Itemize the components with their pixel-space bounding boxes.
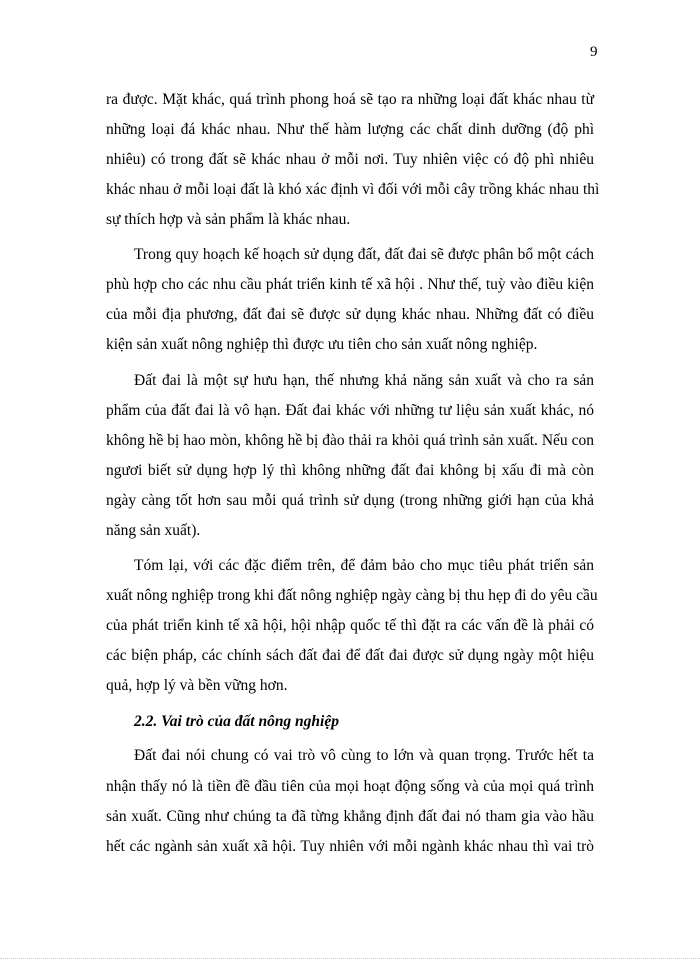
text-line: kiện sản xuất nông nghiệp thì được ưu tiên cho sản xuất nông nghiệp. xyxy=(106,336,538,353)
page-bottom-divider xyxy=(0,958,700,959)
text-line: ngày càng tốt hơn sau mỗi quá trình sử dụng (trong những giới hạn của khả xyxy=(106,492,594,509)
text-line: của mỗi địa phương, đất đai sẽ được sử dụng khác nhau. Những đất có điều xyxy=(106,306,594,323)
text-line: Đất đai nói chung có vai trò vô cùng to lớn và quan trọng. Trước hết ta xyxy=(134,747,594,764)
text-line: năng sản xuất). xyxy=(106,522,201,539)
text-line: Tóm lại, với các đặc điểm trên, để đảm bảo cho mục tiêu phát triển sản xyxy=(134,557,594,574)
text-line: các biện pháp, các chính sách đất đai để đất đai được sử dụng ngày một hiệu xyxy=(106,647,594,664)
text-line: Đất đai là một sự hưu hạn, thế nhưng khả năng sản xuất và cho ra sản xyxy=(134,372,594,389)
text-line: của phát triển kinh tế xã hội, hội nhập quốc tế thì đặt ra các vấn đề là phải có xyxy=(106,617,594,634)
text-line: phù hợp cho các nhu cầu phát triển kinh tế xã hội . Như thế, tuỳ vào điều kiện xyxy=(106,276,594,293)
text-line: xuất nông nghiệp trong khi đất nông nghiệp ngày càng bị thu hẹp đi do yêu cầu xyxy=(106,587,598,604)
text-line: nhiêu) có trong đất sẽ khác nhau ở mỗi nơi. Tuy nhiên việc có độ phì nhiêu xyxy=(106,151,594,168)
text-line: ra được. Mặt khác, quá trình phong hoá sẽ tạo ra những loại đất khác nhau từ xyxy=(106,91,594,108)
text-line: Trong quy hoạch kế hoạch sử dụng đất, đất đai sẽ được phân bổ một cách xyxy=(134,246,594,263)
text-line: không hề bị hao mòn, không hề bị đào thải ra khỏi quá trình sản xuất. Nếu con xyxy=(106,432,594,449)
text-line: phẩm của đất đai là vô hạn. Đất đai khác với những tư liệu sản xuất khác, nó xyxy=(106,402,594,419)
text-line: sản xuất. Cũng như chúng ta đã từng khẳng định đất đai nó tham gia vào hầu xyxy=(106,808,594,825)
text-line: ngươi biết sử dụng hợp lý thì không những đất đai không bị xấu đi mà còn xyxy=(106,462,594,479)
text-line: quả, hợp lý và bền vững hơn. xyxy=(106,677,288,694)
page-number: 9 xyxy=(590,44,598,60)
text-line: hết các ngành sản xuất xã hội. Tuy nhiên với mỗi ngành khác nhau thì vai trò xyxy=(106,838,594,855)
text-line: nhận thấy nó là tiền đề đầu tiên của mọi hoạt động sống và của mọi quá trình xyxy=(106,778,594,795)
section-heading: 2.2. Vai trò của đất nông nghiệp xyxy=(134,713,339,730)
text-line: khác nhau ở mỗi loại đất là khó xác định vì đối với mỗi cây trồng khác nhau thì xyxy=(106,181,600,198)
text-line: sự thích hợp và sản phẩm là khác nhau. xyxy=(106,211,351,228)
text-line: những loại đá khác nhau. Như thế hàm lượng các chất dinh dưỡng (độ phì xyxy=(106,121,594,138)
